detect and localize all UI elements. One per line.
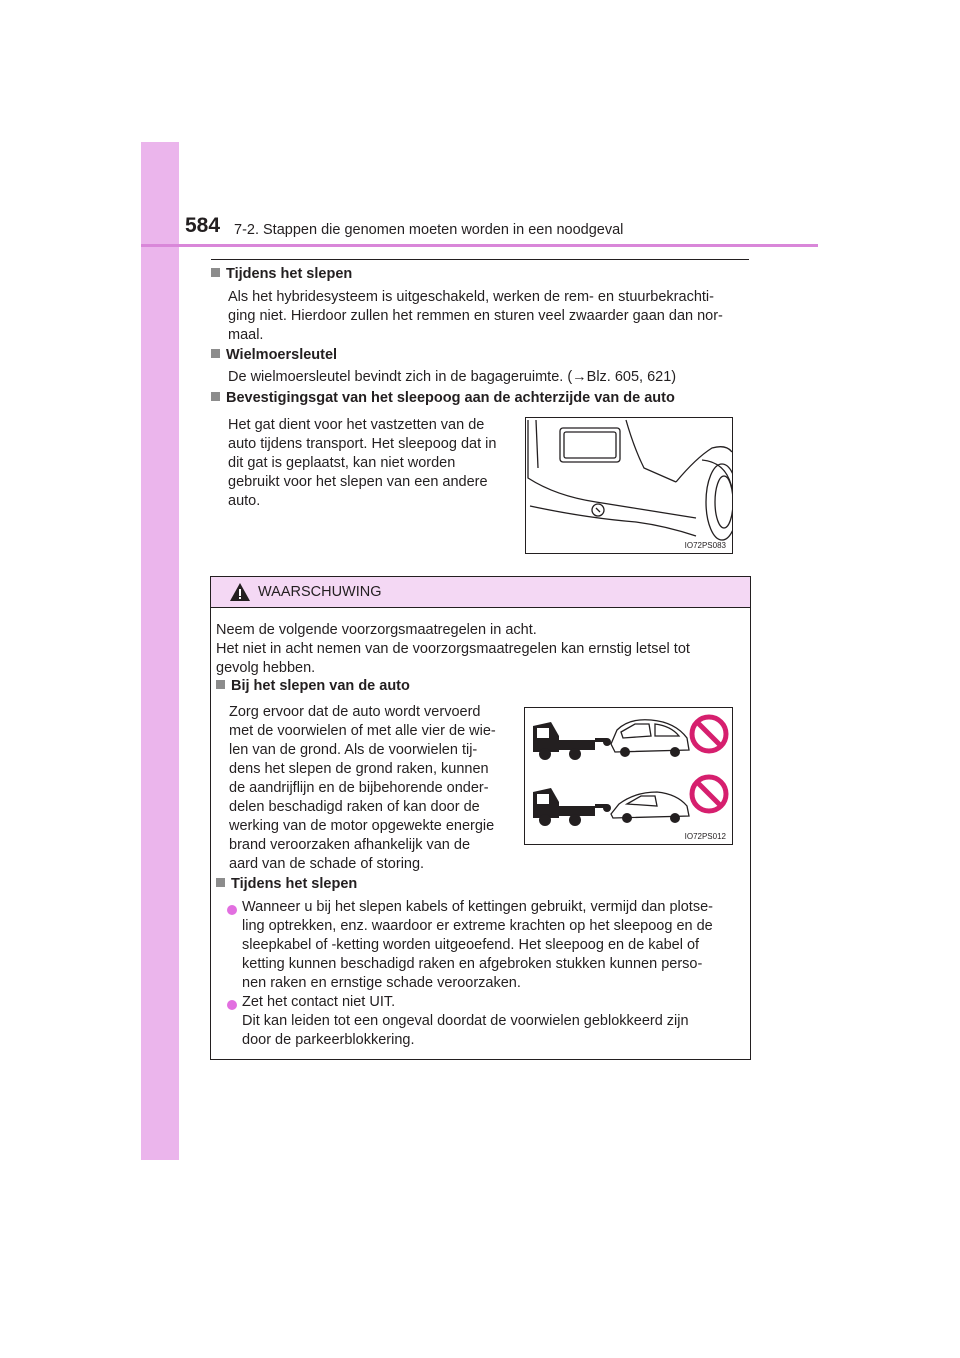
section-heading-towing: Tijdens het slepen: [211, 266, 352, 282]
section-text-tow-eye-hole: Het gat dient voor het vastzetten van de auto tijdens transport. Het sleepoog dat in dit gat is geplaatst, kan niet worden gebruikt voor het slepen van een andere auto.: [228, 417, 497, 509]
warning-header: [211, 577, 750, 608]
rear-bumper-illustration: [525, 417, 733, 554]
square-bullet-icon: [216, 680, 225, 689]
chapter-title: 7-2. Stappen die genomen moeten worden in een noodgeval: [234, 222, 624, 238]
section-text-towing: Als het hybridesysteem is uitgeschakeld, werken de rem- en stuurbekrachti- ging niet. Hierdoor zullen het remmen en sturen veel zwaarder gaan dan nor- maal.: [228, 289, 723, 343]
warning-bullet-ignition: Zet het contact niet UIT. Dit kan leiden tot een ongeval doordat de voorwielen geblokkeerd zijn door de parkeerblokkering.: [242, 994, 689, 1048]
square-bullet-icon: [216, 878, 225, 887]
chapter-side-tab: [141, 142, 179, 1160]
bullet-dot-icon: [227, 997, 237, 1015]
square-bullet-icon: [211, 349, 220, 358]
section-text-wrench: De wielmoersleutel bevindt zich in de bagageruimte. (→Blz. 605, 621): [228, 369, 677, 385]
warning-bullet-cables: Wanneer u bij het slepen kabels of kettingen gebruikt, vermijd dan plotse- ling optrekken, enz. waardoor er extreme krachten op het sleepoog en de sleepkabel of -ketting worden uitgeoefend. Het sleepoog en de kabel of ketting kunnen beschadigd raken en afgebroken stukken kunnen perso- nen raken en ernstige schade veroorzaken.: [242, 899, 713, 991]
figure-code: IO72PS083: [684, 541, 726, 550]
warning-box: [210, 576, 751, 1060]
bullet-dot-icon: [227, 902, 237, 920]
towing-prohibited-illustration: [524, 707, 733, 845]
warning-label: WAARSCHUWING: [258, 584, 382, 600]
rear-bumper-drawing: [526, 418, 732, 553]
towing-prohibited-drawing: [525, 708, 732, 844]
warning-triangle-icon: [229, 582, 251, 602]
section-heading-tow-eye-hole: Bevestigingsgat van het sleepoog aan de achterzijde van de auto: [211, 390, 675, 406]
warning-intro: Neem de volgende voorzorgsmaatregelen in acht. Het niet in acht nemen van de voorzorgsmaatregelen kan ernstig letsel tot gevolg hebben.: [216, 622, 690, 676]
header-rule: [141, 244, 818, 247]
warning-subheading-towing-vehicle: Bij het slepen van de auto: [216, 678, 410, 694]
section-heading-wrench: Wielmoersleutel: [211, 347, 337, 363]
content-rule: [211, 259, 749, 260]
figure-code: IO72PS012: [684, 832, 726, 841]
page-number: 584: [185, 214, 221, 237]
warning-text-towing-vehicle: Zorg ervoor dat de auto wordt vervoerd met de voorwielen of met alle vier de wie- len van de grond. Als de voorwielen tij- dens het slepen de grond raken, kunnen de aandrijflijn en de bijbehorende onder- delen beschadigd raken of kan door de werking van de motor opgewekte energie brand veroorzaken afhankelijk van de aard van de schade of storing.: [229, 704, 496, 872]
square-bullet-icon: [211, 392, 220, 401]
warning-subheading-during-towing: Tijdens het slepen: [216, 876, 357, 892]
square-bullet-icon: [211, 268, 220, 277]
